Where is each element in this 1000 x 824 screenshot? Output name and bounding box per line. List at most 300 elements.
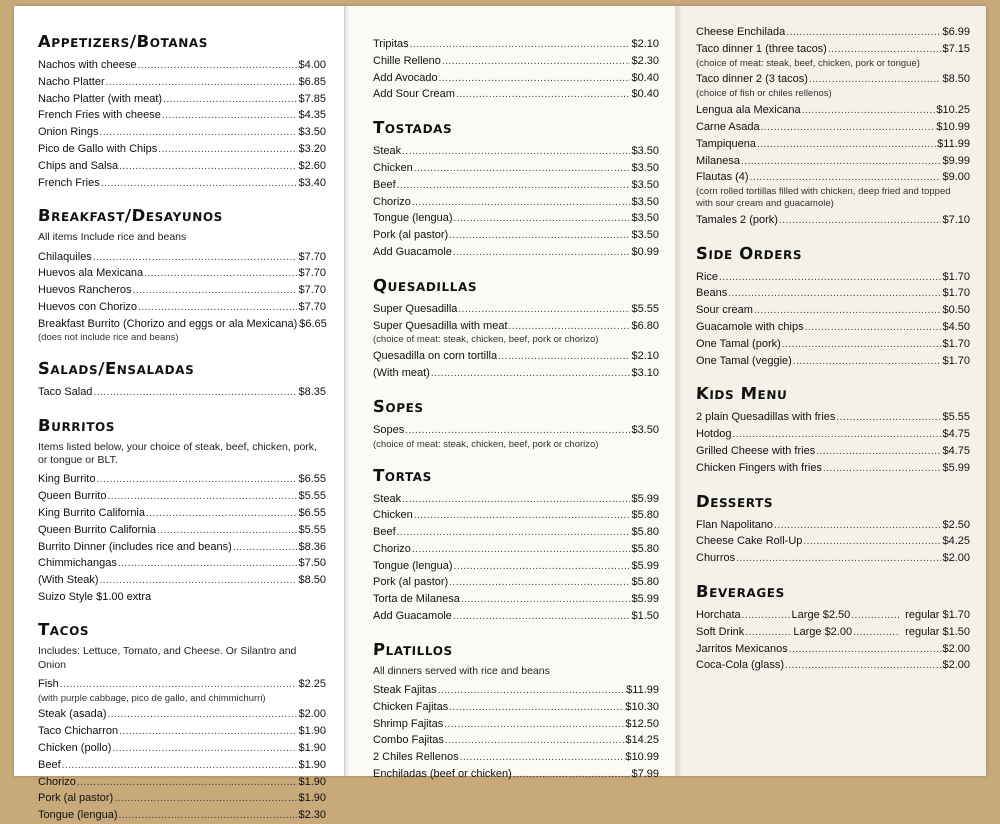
menu-item-price: $1.50 [631, 610, 659, 623]
menu-item-price: $5.80 [631, 576, 659, 589]
menu-item-price: $2.00 [942, 642, 970, 655]
menu-item [373, 591, 659, 608]
menu-item [38, 249, 326, 266]
menu-item-price: $7.70 [298, 300, 326, 313]
menu-item-name: Onion Rings [38, 126, 99, 139]
menu-item [373, 36, 659, 53]
leader-dots [805, 321, 942, 336]
menu-item [373, 507, 659, 524]
menu-item [38, 740, 326, 757]
leader-dots [513, 768, 631, 783]
menu-item-price: $6.85 [298, 75, 326, 88]
section-note: Includes: Lettuce, Tomato, and Cheese. Or Silantro and Onion [38, 645, 297, 671]
menu-item-price: $6.80 [631, 319, 659, 332]
section-title: Tostadas [372, 118, 453, 138]
menu-document [14, 6, 986, 822]
menu-item [38, 124, 326, 141]
leader-dots [816, 445, 941, 460]
menu-item-price: Large $2.50 [791, 609, 851, 622]
menu-item-name: Rice [696, 270, 719, 283]
menu-item-name: King Burrito California [38, 507, 145, 519]
menu-item [696, 641, 970, 658]
menu-item-price: $2.30 [298, 809, 326, 822]
menu-item-price: $2.30 [631, 54, 659, 67]
menu-item-price: $3.50 [631, 229, 659, 242]
menu-item-name: Combo Fajitas [373, 734, 444, 747]
menu-item-name: One Tamal (veggie) [696, 354, 792, 367]
leader-dots [405, 424, 630, 439]
menu-item [696, 71, 970, 88]
menu-item-name: Pork (al pastor) [373, 229, 449, 242]
leader-dots [828, 43, 942, 58]
menu-item-price: $0.99 [631, 245, 659, 258]
menu-item-price: $5.55 [298, 523, 326, 536]
menu-item-name: Burrito Dinner (includes rice and beans) [38, 540, 232, 553]
menu-item-description: (with purple cabbage, pico de gallo, and chimmichurri) [38, 692, 266, 704]
menu-item-name: French Fries [38, 176, 100, 189]
fold-crease-left [344, 6, 349, 776]
menu-item-name: Cheese Cake Roll-Up [696, 535, 803, 548]
menu-item-price: $2.50 [942, 518, 970, 531]
menu-item [696, 336, 970, 353]
section-title: Burritos [37, 416, 116, 436]
menu-section [38, 620, 326, 824]
menu-item-name: Nacho Platter [38, 75, 105, 88]
menu-item-name: Torta de Milanesa [373, 593, 460, 606]
menu-item-name: Chicken Fajitas [373, 700, 449, 713]
menu-item-price: $3.40 [298, 176, 326, 189]
menu-item-name: Lengua ala Mexicana [696, 104, 801, 117]
menu-item-price: $5.99 [942, 461, 970, 474]
leader-dots [851, 609, 900, 624]
menu-item [696, 41, 970, 58]
menu-item [38, 807, 326, 824]
leader-dots [133, 284, 298, 299]
menu-item [696, 153, 970, 170]
menu-item-name: Grilled Cheese with fries [696, 445, 816, 458]
section-title: Kids Menu [695, 384, 788, 404]
menu-item-name: Huevos Rancheros [38, 284, 132, 297]
menu-item [38, 522, 326, 539]
menu-item-name: Add Guacamole [373, 610, 452, 623]
menu-item-name: Huevos con Chorizo [38, 300, 138, 313]
menu-item-price: $7.99 [631, 767, 659, 780]
menu-item-name: Fish [38, 677, 59, 690]
menu-item-price: $3.50 [631, 195, 659, 208]
menu-item-price: $3.50 [631, 145, 659, 158]
menu-item-price: $7.10 [942, 213, 970, 226]
section-title: Sopes [372, 396, 425, 416]
menu-item [696, 269, 970, 286]
menu-item-price: $3.10 [631, 367, 659, 380]
leader-dots [60, 678, 298, 693]
leader-dots [107, 708, 297, 723]
section-title: Tacos [37, 620, 90, 640]
menu-item-name: Carne Asada [696, 120, 760, 133]
menu-section [373, 640, 659, 783]
menu-item [373, 524, 659, 541]
menu-item [38, 282, 326, 299]
leader-dots [431, 367, 631, 382]
menu-item-name: Chorizo [373, 195, 411, 208]
section-title: Tortas [372, 465, 433, 485]
menu-item [696, 136, 970, 153]
menu-item [696, 409, 970, 426]
menu-item-description: (choice of meat: steak, chicken, beef, pork or chorizo) [373, 438, 599, 450]
menu-item-price: $5.99 [631, 593, 659, 606]
menu-item [373, 177, 659, 194]
menu-item-price: $1.70 [942, 337, 970, 350]
menu-item-name: Steak [373, 492, 402, 505]
menu-item-price: $8.50 [298, 574, 326, 587]
menu-item-name: Beef [38, 758, 61, 771]
menu-item-name: Enchiladas (beef or chicken) [373, 767, 512, 780]
menu-item [373, 682, 659, 699]
menu-item-name: Pork (al pastor) [373, 576, 449, 589]
leader-dots [414, 162, 631, 177]
section-note: All items Include rice and beans [38, 231, 187, 244]
menu-section [696, 384, 970, 476]
leader-dots [736, 552, 941, 567]
menu-item [696, 302, 970, 319]
menu-item-price: $0.50 [942, 304, 970, 317]
menu-item [696, 426, 970, 443]
menu-item-price: $2.10 [631, 38, 659, 50]
menu-item-price: $12.50 [625, 717, 659, 730]
menu-item-name: Add Guacamole [373, 245, 452, 258]
section-title: Side Orders [695, 243, 803, 263]
menu-item-name: Chimmichangas [38, 557, 117, 570]
menu-section [38, 416, 326, 605]
menu-item [696, 102, 970, 119]
menu-section [696, 492, 970, 567]
menu-item-name: Guacamole with chips [696, 321, 804, 334]
menu-item [373, 491, 659, 508]
leader-dots [449, 576, 630, 591]
leader-dots [785, 659, 941, 674]
menu-item-price: $11.99 [626, 684, 659, 696]
menu-item-name: King Burrito [38, 473, 96, 486]
menu-item-price: $5.99 [631, 492, 659, 505]
menu-item-name: Chicken Fingers with fries [696, 461, 822, 474]
menu-item-price: $7.50 [298, 557, 326, 570]
menu-item [38, 175, 326, 192]
leader-dots [509, 320, 631, 335]
leader-dots [802, 104, 936, 119]
menu-item-name: Breakfast Burrito (Chorizo and eggs or ala Mexicana) [38, 317, 298, 330]
menu-item-name: Steak [373, 145, 402, 158]
menu-item-price: $5.55 [298, 490, 326, 503]
leader-dots [453, 610, 631, 625]
menu-item-price: $6.55 [298, 507, 326, 519]
menu-item [373, 143, 659, 160]
menu-item-price: $2.10 [631, 350, 659, 363]
menu-item-name: Shrimp Fajitas [373, 717, 444, 730]
leader-dots [445, 734, 624, 749]
section-title: Salads/Ensaladas [37, 359, 195, 379]
leader-dots [779, 214, 942, 229]
leader-dots [158, 143, 297, 158]
leader-dots [62, 759, 298, 774]
leader-dots [461, 593, 631, 608]
menu-column-middle [344, 6, 676, 780]
menu-item-price: $3.50 [298, 126, 326, 139]
menu-item-price: $5.80 [631, 526, 659, 539]
menu-item [38, 107, 326, 124]
menu-item [38, 91, 326, 108]
menu-item [373, 86, 659, 103]
leader-dots [144, 267, 297, 282]
menu-section [38, 359, 326, 401]
menu-item-price: $3.20 [298, 142, 326, 155]
menu-item-price: $1.90 [298, 725, 326, 738]
menu-item-name: 2 Chiles Rellenos [373, 751, 459, 764]
menu-item [373, 699, 659, 716]
menu-item-name: Cheese Enchilada [696, 26, 786, 38]
leader-dots [397, 179, 631, 194]
menu-section [373, 397, 659, 451]
leader-dots [77, 776, 298, 791]
menu-item [373, 574, 659, 591]
menu-item-price: $4.00 [298, 59, 326, 71]
leader-dots [853, 626, 900, 641]
menu-item-name: Nachos with cheese [38, 59, 137, 71]
menu-item [696, 443, 970, 460]
menu-item [38, 265, 326, 282]
leader-dots [101, 177, 298, 192]
menu-section [696, 24, 970, 229]
menu-item-name: Pico de Gallo with Chips [38, 142, 158, 155]
menu-item-price: $3.50 [631, 161, 659, 174]
menu-item-name: Chilaquiles [38, 250, 92, 263]
menu-item-price: $8.36 [298, 540, 326, 553]
leader-dots [137, 59, 297, 74]
section-title: Desserts [695, 491, 774, 511]
menu-item-price-secondary: regular $1.50 [905, 625, 970, 638]
section-title: Breakfast/Desayunos [37, 206, 224, 226]
menu-item-price: $2.00 [298, 708, 326, 721]
menu-item [373, 541, 659, 558]
menu-item-price: $10.99 [936, 120, 970, 133]
menu-item [696, 285, 970, 302]
menu-item-name: Chicken [373, 509, 413, 522]
menu-item-name: Huevos ala Mexicana [38, 267, 144, 280]
menu-item-name: Chicken [373, 161, 413, 174]
menu-item [373, 365, 659, 382]
menu-item-price: $4.75 [942, 445, 970, 458]
menu-item-name: Pork (al pastor) [38, 792, 114, 805]
menu-section [373, 276, 659, 382]
leader-dots [757, 138, 936, 153]
menu-item-price: $1.90 [298, 758, 326, 771]
menu-item-name: Churros [696, 552, 736, 565]
leader-dots [146, 507, 297, 522]
menu-item-name: One Tamal (pork) [696, 337, 781, 350]
section-title: Beverages [695, 582, 786, 602]
menu-item-name: Coca-Cola (glass) [696, 659, 785, 672]
menu-item [696, 460, 970, 477]
leader-dots [114, 792, 297, 807]
menu-item [373, 348, 659, 365]
leader-dots [719, 271, 941, 286]
leader-dots [107, 490, 297, 505]
leader-dots [100, 126, 298, 141]
leader-dots [93, 251, 298, 266]
menu-item [38, 539, 326, 556]
leader-dots [750, 171, 942, 186]
menu-section [38, 206, 326, 344]
menu-item [696, 319, 970, 336]
menu-item-price: $8.35 [298, 386, 326, 399]
menu-item-price: $2.25 [298, 677, 326, 690]
leader-dots [453, 246, 631, 261]
menu-item-name: Queen Burrito [38, 490, 107, 503]
leader-dots [456, 88, 631, 103]
menu-item-name: Beef [373, 526, 396, 539]
menu-item-name: French Fries with cheese [38, 109, 161, 122]
menu-item [38, 676, 326, 693]
fold-crease-right [676, 6, 681, 776]
menu-item-description: (choice of fish or chiles rellenos) [696, 88, 832, 100]
menu-item-price: $10.99 [625, 751, 659, 764]
leader-dots [458, 303, 630, 318]
menu-item-name: Sour cream [696, 304, 753, 317]
leader-dots [412, 196, 631, 211]
menu-section [696, 582, 970, 674]
leader-dots [402, 145, 630, 160]
menu-item-name: Flautas (4) [696, 171, 749, 184]
menu-item [696, 353, 970, 370]
leader-dots [96, 473, 297, 488]
leader-dots [138, 301, 297, 316]
section-note: All dinners served with rice and beans [373, 664, 550, 677]
menu-item-description: (choice of meat: steak, chicken, beef, pork or chorizo) [373, 334, 599, 346]
leader-dots [745, 626, 792, 641]
menu-item-name: Super Quesadilla with meat [373, 319, 508, 332]
leader-dots [793, 355, 942, 370]
menu-item-name: Chille Relleno [373, 54, 441, 67]
menu-item-price: $5.80 [631, 509, 659, 522]
menu-item-name: Tripitas [373, 38, 409, 50]
menu-item [373, 210, 659, 227]
menu-item-name: (With meat) [373, 367, 430, 380]
menu-item-name: 2 plain Quesadillas with fries [696, 411, 836, 424]
menu-item-price: $11.99 [937, 137, 970, 150]
menu-item-price: $0.40 [631, 88, 659, 101]
menu-item [38, 158, 326, 175]
menu-item [696, 624, 970, 641]
leader-dots [233, 541, 298, 556]
leader-dots [754, 304, 942, 319]
menu-item-price: $4.35 [298, 109, 326, 122]
menu-item-price: $10.30 [625, 700, 659, 713]
menu-item-price: $7.70 [298, 284, 326, 297]
menu-item-name: Tongue (lengua) [373, 559, 453, 572]
menu-section [373, 466, 659, 625]
leader-dots [163, 93, 297, 108]
leader-dots [449, 701, 624, 716]
menu-item-name: Tampiquena [696, 137, 756, 150]
menu-item-name: Horchata [696, 609, 741, 622]
menu-item-name: Nacho Platter (with meat) [38, 92, 163, 105]
menu-item-price: $4.50 [942, 321, 970, 334]
menu-item-price: $2.00 [942, 659, 970, 672]
menu-item-name: Chorizo [373, 542, 411, 555]
menu-item [373, 70, 659, 87]
leader-dots [119, 809, 298, 824]
menu-item-description: (does not include rice and beans) [38, 332, 179, 344]
leader-dots [162, 109, 298, 124]
menu-item-name: Milanesa [696, 154, 741, 167]
menu-item [38, 757, 326, 774]
menu-item-name: Chicken (pollo) [38, 742, 112, 754]
leader-dots [836, 411, 941, 426]
menu-item [373, 194, 659, 211]
section-note: Items listed below, your choice of steak, beef, chicken, pork, or tongue or BLT. [38, 441, 317, 467]
menu-item [373, 766, 659, 783]
menu-item-name: Tongue (lengua) [38, 809, 118, 822]
menu-item-price: $3.50 [631, 212, 659, 225]
menu-item-description: (choice of meat: steak, beef, chicken, pork or tongue) [696, 57, 920, 69]
menu-item [696, 24, 970, 41]
menu-section [373, 36, 659, 103]
menu-item-price: $7.70 [298, 250, 326, 263]
menu-item-name: Beef [373, 178, 396, 191]
leader-dots [444, 718, 624, 733]
leader-dots [732, 428, 941, 443]
leader-dots [402, 493, 630, 508]
leader-dots [728, 287, 941, 302]
menu-item [696, 212, 970, 229]
menu-item-price: $6.99 [942, 26, 970, 38]
menu-item-name: Quesadilla on corn tortilla [373, 350, 498, 363]
leader-dots [782, 338, 942, 353]
menu-item-name: Beans [696, 287, 728, 300]
menu-item-price: $1.70 [942, 270, 970, 283]
menu-item-price: $14.25 [625, 734, 659, 747]
menu-item-price: $7.15 [942, 42, 970, 55]
menu-item-price: $7.70 [298, 267, 326, 280]
menu-item [38, 74, 326, 91]
menu-item [373, 422, 659, 439]
leader-dots [786, 26, 941, 41]
leader-dots [118, 557, 298, 572]
leader-dots [761, 121, 936, 136]
menu-item [373, 716, 659, 733]
menu-item-name: (With Steak) [38, 574, 99, 587]
menu-item [373, 53, 659, 70]
menu-item-price: $10.25 [936, 104, 970, 117]
section-title: Platillos [372, 639, 454, 659]
menu-column-right [676, 6, 986, 776]
menu-column-left [14, 6, 344, 822]
menu-item [373, 227, 659, 244]
leader-dots [809, 73, 942, 88]
section-footer: Suizo Style $1.00 extra [38, 590, 152, 603]
menu-item [696, 533, 970, 550]
menu-item [696, 119, 970, 136]
menu-item-price: $7.85 [298, 92, 326, 105]
menu-section [38, 32, 326, 191]
section-title: Quesadillas [372, 275, 478, 295]
leader-dots [442, 55, 631, 70]
menu-item [38, 57, 326, 74]
menu-item-price: $5.80 [631, 542, 659, 555]
menu-item [38, 141, 326, 158]
leader-dots [803, 535, 941, 550]
menu-item-name: Steak Fajitas [373, 684, 437, 696]
leader-dots [112, 742, 297, 757]
